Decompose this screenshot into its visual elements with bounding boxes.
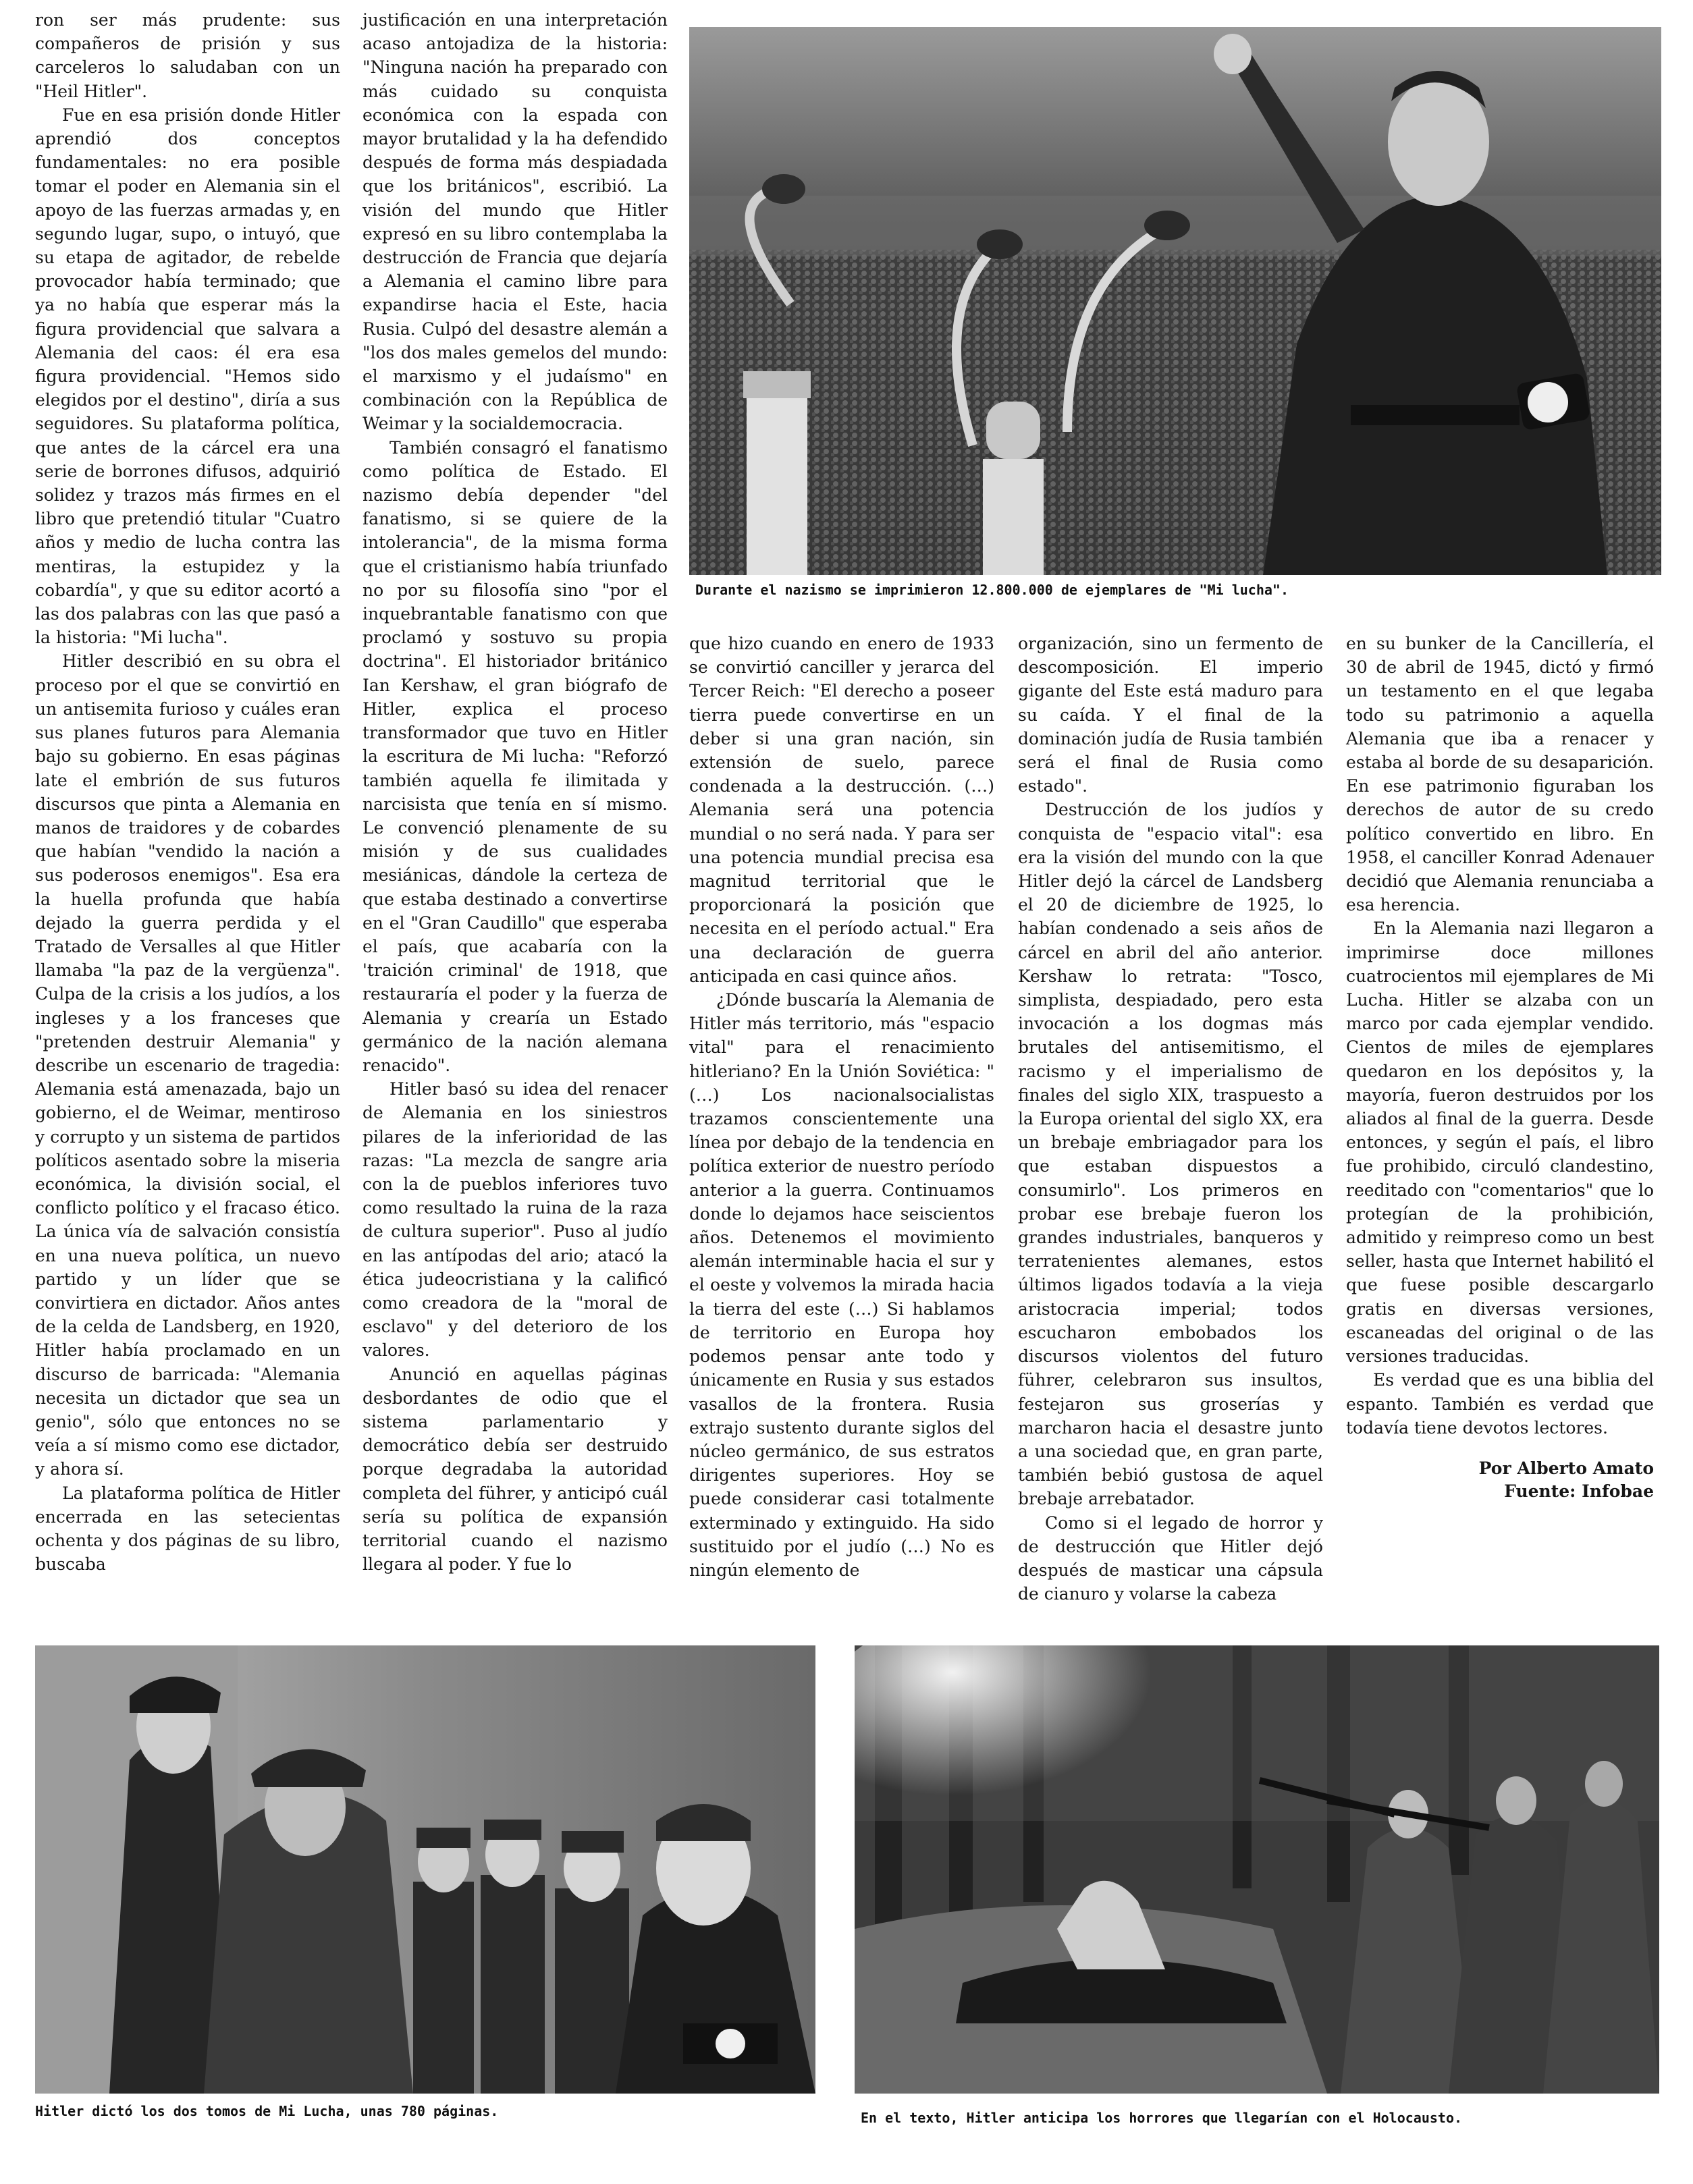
article-column-1 [35,8,340,1576]
article-paragraph: Hitler describió en su obra el proceso por el que se convirtió en un antisemita furioso y cuáles eran sus planes futuros para Alemania bajo su gobierno. En esas páginas late el embrión de sus futuros discursos que pinta a Alemania en manos de traidores y de cobardes que habían "vendido la nación a sus poderosos enemigos". Esa era la huella profunda que había dejado la guerra perdida y el Tratado de Versalles al que Hitler llamaba "la paz de la vergüenza". Culpa de la crisis a los judíos, a los ingleses y a los franceses que "pretenden destruir Alemania" y describe un escenario de tragedia: Alemania está amenazada, bajo un gobierno, el de Weimar, mentiroso y corrupto y un sistema de partidos políticos asentado sobre la miseria económica, la división social, el conflicto político y el fracaso ético. La única vía de salvación consistía en una nueva política, un nuevo partido y un líder que se convirtiera en dictador. Años antes de la celda de Landsberg, en 1920, Hitler había proclamado en un discurso de barricada: "Alemania necesita un dictador que sea un genio", sólo que entonces no se veía a sí mismo como ese dictador, y ahora sí. [35,651,340,1479]
article-paragraph: En la Alemania nazi llegaron a imprimirse doce millones cuatrocientos mil ejemplares de Mi Lucha. Hitler se alzaba con un marco por cada ejemplar vendido. Cientos de miles de ejemplares quedaron en los depósitos y, la mayoría, fueron destruidos por los aliados al final de la guerra. Desde entonces, y según el país, el libro fue prohibido, circuló clandestino, reeditado con "comentarios" que lo protegían de la prohibición, admitido y reimpreso como un best seller, hasta que Internet habilitó el que fuese posible descargarlo gratis en diversas versiones, escaneadas del original o de las versiones traducidas. [1346,919,1654,1367]
photo-execution-image [855,1645,1659,2094]
article-paragraph: Como si el legado de horror y de destrucción que Hitler dejó después de masticar una cápsula de cianuro y volarse la cabeza [1018,1512,1323,1604]
article-column-2 [362,8,668,1576]
byline-author: Por Alberto Amato [1478,1458,1654,1478]
photo-hitler-youth [35,1645,815,2094]
photo-execution [855,1645,1659,2094]
byline [1346,1457,1654,1503]
article-paragraph: También consagró el fanatismo como política de Estado. El nazismo debía depender "del fanatismo, si se quiere de la intolerancia", de la misma forma que el cristianismo había triunfado no por su filosofía sino "por el inquebrantable fanatismo con que proclamó y sostuvo su propia doctrina". El historiador británico Ian Kershaw, el gran biógrafo de Hitler, explica el proceso transformador que tuvo en Hitler la escritura de Mi lucha: "Reforzó también aquella fe ilimitada y narcisista que tenía en sí mismo. Le convenció plenamente de su misión y de sus cualidades mesiánicas, dándole la certeza de que estaba destinado a convertirse en el "Gran Caudillo" que esperaba el país, que acabaría con la 'traición criminal' de 1918, que restauraría el poder y la fuerza de Alemania y crearía un Estado germánico de la nación alemana renacido". [362,437,668,1075]
article-paragraph: ¿Dónde buscaría la Alemania de Hitler más territorio, más "espacio vital" para el renacimiento hitleriano? En la Unión Soviética: "(…) Los nacionalsocialistas trazamos conscientemente una línea por debajo de la tendencia en política exterior de nuestro período anterior a la guerra. Continuamos donde lo dejamos hace seiscientos años. Detenemos el movimiento alemán interminable hacia el sur y el oeste y volvemos la mirada hacia la tierra del este (…) Si hablamos de territorio en Europa hoy podemos pensar ante todo y únicamente en Rusia y sus estados vasallos de la frontera. Rusia extrajo sustento durante siglos del núcleo germánico, de sus estratos dirigentes superiores. Hoy se puede considerar casi totalmente exterminado y extinguido. Ha sido sustituido por el judío (…) No es ningún elemento de [689,990,994,1580]
article-paragraph: que hizo cuando en enero de 1933 se convirtió canciller y jerarca del Tercer Reich: "El derecho a poseer tierra puede convertirse en un deber si una gran nación, sin extensión de suelo, parece condenada a la destrucción. (…) Alemania será una potencia mundial o no será nada. Y para ser una potencia mundial precisa esa magnitud territorial que le proporcionará la posición que necesita en el período actual." Era una declaración de guerra anticipada en casi quince años. [689,634,994,986]
article-paragraph: La plataforma política de Hitler encerrada en las setecientas ochenta y dos páginas de su libro, buscaba [35,1483,340,1575]
top-photo-caption: Durante el nazismo se imprimieron 12.800.000 de ejemplares de "Mi lucha". [695,582,1289,598]
article-paragraph: Es verdad que es una biblia del espanto. También es verdad que todavía tiene devotos lectores. [1346,1370,1654,1438]
article-paragraph: Destrucción de los judíos y conquista de "espacio vital": esa era la visión del mundo con la que Hitler dejó la cárcel de Landsberg el 20 de diciembre de 1925, lo habían condenado a seis años de cárcel en abril del año anterior. Kershaw lo retrata: "Tosco, simplista, despiadado, pero esta invocación a los dogmas más brutales del antisemitismo, el racismo y el imperialismo de finales del siglo XIX, traspuesto a la Europa oriental del siglo XX, era un brebaje embriagador para los que estaban dispuestos a consumirlo". Los primeros en probar ese brebaje fueron los grandes industriales, banqueros y terratenientes alemanes, estos últimos ligados todavía a la vieja aristocracia imperial; todos escucharon embobados los discursos violentos del futuro führer, celebraron sus insultos, festejaron sus groserías y marcharon hacia el desastre junto a una sociedad que, en gran parte, también bebió gustosa de aquel brebaje arrebatador. [1018,800,1323,1509]
article-column-5 [1346,632,1654,1503]
article-paragraph: en su bunker de la Cancillería, el 30 de abril de 1945, dictó y firmó un testamento en el que legaba todo su patrimonio a aquella Alemania que iba a renacer y estaba al borde de su desaparición. En ese patrimonio figuraban los derechos de autor de su credo político convertido en libro. En 1958, el canciller Konrad Adenauer decidió que Alemania renunciaba a esa herencia. [1346,634,1654,915]
photo-hitler-speaking-image [689,27,1661,575]
article-paragraph: justificación en una interpretación acaso antojadiza de la historia: "Ninguna nación ha preparado con más cuidado su conquista económica con la espada con mayor brutalidad y la ha defendido después de forma más despiadada que los británicos", escribió. La visión del mundo que Hitler expresó en su libro contemplaba la destrucción de Francia que dejaría a Alemania el camino libre para expandirse hacia el Este, hacia Rusia. Culpó del desastre alemán a "los dos males gemelos del mundo: el marxismo y el judaísmo" en combinación con la República de Weimar y la socialdemocracia. [362,10,668,434]
byline-source: Fuente: Infobae [1504,1481,1654,1501]
photo-hitler-youth-image [35,1645,815,2094]
article-column-4 [1018,632,1323,1606]
article-paragraph: organización, sino un fermento de descomposición. El imperio gigante del Este está maduro para su caída. Y el final de la dominación judía de Rusia también será el final de Rusia como estado". [1018,634,1323,796]
article-paragraph: Hitler basó su idea del renacer de Alemania en los siniestros pilares de la inferioridad de las razas: "La mezcla de sangre aria con la de pueblos inferiores tuvo como resultado la ruina de la raza de cultura superior". Puso al judío en las antípodas del ario; atacó la ética judeocristiana y la calificó como creadora de la "moral de esclavo" y del deterioro de los valores. [362,1079,668,1361]
article-paragraph: Fue en esa prisión donde Hitler aprendió dos conceptos fundamentales: no era posible tomar el poder en Alemania sin el apoyo de las fuerzas armadas y, en segundo lugar, supo, o intuyó, que su etapa de agitador, de rebelde provocador había terminado; que ya no había que esperar más la figura providencial que salvara a Alemania del caos: él era esa figura providencial. "Hemos sido elegidos por el destino", diría a sus seguidores. Su plataforma política, que antes de la cárcel era una serie de borrones difusos, adquirió solidez y trazos más firmes en el libro que pretendió titular "Cuatro años y medio de lucha contra las mentiras, la estupidez y la cobardía", y que su editor acortó a las dos palabras con las que pasó a la historia: "Mi lucha". [35,105,340,648]
article-paragraph: Anunció en aquellas páginas desbordantes de odio que el sistema parlamentario y democrático debía ser destruido porque degradaba la autoridad completa del führer, y anticipó cuál sería su política de expansión territorial cuando el nazismo llegara al poder. Y fue lo [362,1364,668,1575]
article-paragraph: ron ser más prudente: sus compañeros de prisión y sus carceleros lo saludaban con un "Heil Hitler". [35,10,340,101]
article-column-3 [689,632,994,1582]
bottom-left-photo-caption: Hitler dictó los dos tomos de Mi Lucha, unas 780 páginas. [35,2103,499,2119]
photo-hitler-speaking [689,27,1661,575]
bottom-right-photo-caption: En el texto, Hitler anticipa los horrores que llegarían con el Holocausto. [861,2110,1463,2126]
